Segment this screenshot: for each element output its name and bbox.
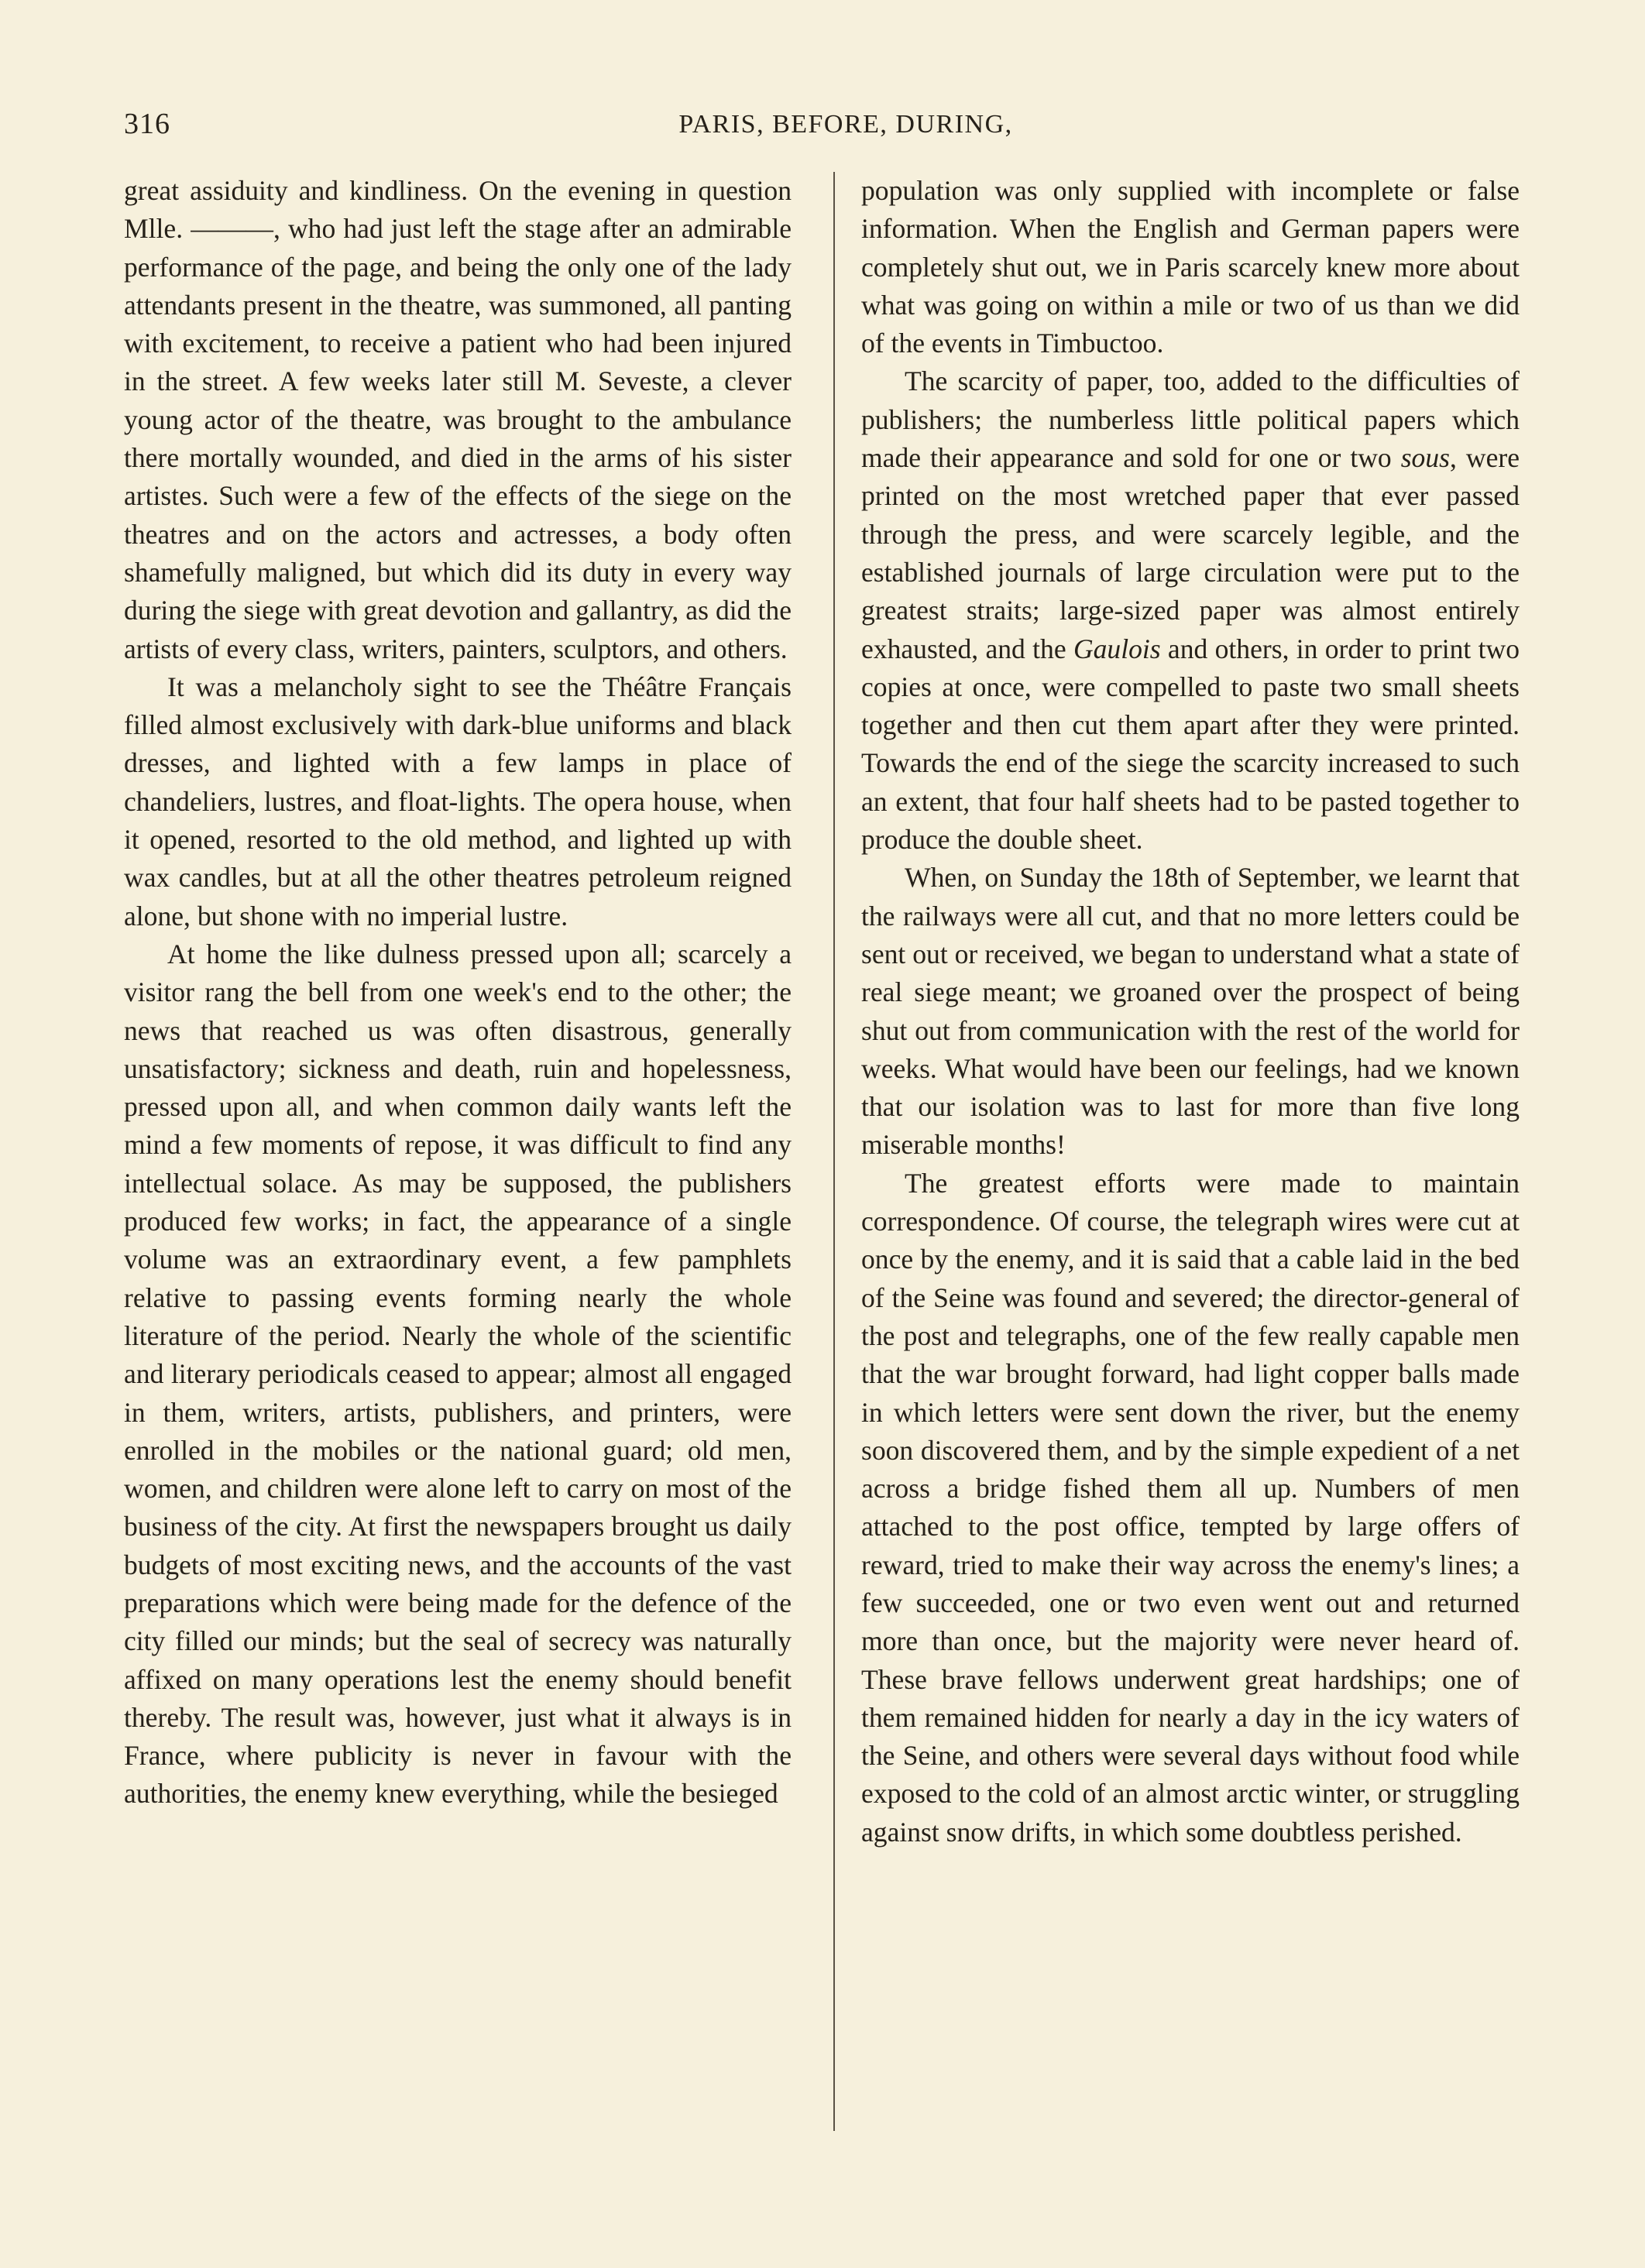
paragraph-text: The scarcity of paper, too, added to the difficulties of publishers; the numberless little political papers which made their appearance and sold for one or two — [861, 365, 1520, 474]
running-title: PARIS, BEFORE, DURING, — [678, 110, 1013, 139]
left-column — [124, 172, 792, 1813]
paragraph: population was only supplied with incomplete or false information. When the English and German papers were completely shut out, we in Paris scarcely knew more about what was going on within a mile or two of us than we did of the events in Timbuctoo. — [861, 175, 1520, 359]
paragraph — [861, 362, 1520, 859]
paragraph-text: and others, in order to print two copies at once, were compelled to paste two small sheets together and then cut them apart after they were printed. Towards the end of the siege the scarcity increased to such an extent, that four half sheets had to be pasted together to produce the double sheet. — [861, 633, 1520, 856]
italic-text-gaulois: Gaulois — [1073, 633, 1161, 664]
right-column — [861, 172, 1520, 1851]
paragraph-text: , were printed on the most wretched paper that ever passed through the press, and were scarcely legible, and the established journals of large circulation were put to the greatest straits; large-sized paper was almost entirely exhausted, and the — [861, 442, 1520, 664]
paragraph: great assiduity and kindliness. On the evening in question Mlle. ———, who had just left the stage after an admirable performance of the page, and being the only one of the lady attendants present in the theatre, was summoned, all panting with excitement, to receive a patient who had been injured in the street. A few weeks later still M. Seveste, a clever young actor of the theatre, was brought to the ambulance there mortally wounded, and died in the arms of his sister artistes. Such were a few of the effects of the siege on the theatres and on the actors and actresses, a body often shamefully maligned, but which did its duty in every way during the siege with great devotion and gallantry, as did the artists of every class, writers, painters, sculptors, and others. — [124, 175, 792, 664]
paragraph: When, on Sunday the 18th of September, we learnt that the railways were all cut, and that no more letters could be sent out or received, we began to understand what a state of real siege meant; we groaned over the prospect of being shut out from communication with the rest of the world for weeks. What would have been our feelings, had we known that our isolation was to last for more than five long miserable months! — [861, 862, 1520, 1161]
column-divider — [833, 172, 835, 2131]
paragraph: At home the like dulness pressed upon all; scarcely a visitor rang the bell from one week's end to the other; the news that reached us was often disastrous, generally unsatisfactory; sickness and death, ruin and hopelessness, pressed upon all, and when common daily wants left the mind a few moments of repose, it was difficult to find any intellectual solace. As may be supposed, the publishers produced few works; in fact, the appearance of a single volume was an extraordinary event, a few pamphlets relative to passing events forming nearly the whole literature of the period. Nearly the whole of the scientific and literary periodicals ceased to appear; almost all engaged in them, writers, artists, publishers, and printers, were enrolled in the mobiles or the national guard; old men, women, and children were alone left to carry on most of the business of the city. At first the newspapers brought us daily budgets of most exciting news, and the accounts of the vast preparations which were being made for the defence of the city filled our minds; but the seal of secrecy was naturally affixed on many operations lest the enemy should benefit thereby. The result was, however, just what it always is in France, where publicity is never in favour with the authorities, the enemy knew everything, while the besieged — [124, 938, 792, 1810]
paragraph: The greatest efforts were made to maintain correspondence. Of course, the telegraph wires were cut at once by the enemy, and it is said that a cable laid in the bed of the Seine was found and severed; the director-general of the post and telegraphs, one of the few really capable men that the war brought forward, had light copper balls made in which letters were sent down the river, but the enemy soon discovered them, and by the simple expedient of a net across a bridge fished them all up. Numbers of men attached to the post office, tempted by large offers of reward, tried to make their way across the enemy's lines; a few succeeded, one or two even went out and returned more than once, but the majority were never heard of. These brave fellows underwent great hardships; one of them remained hidden for nearly a day in the icy waters of the Seine, and others were several days without food while exposed to the cold of an almost arctic winter, or struggling against snow drifts, in which some doubtless perished. — [861, 1167, 1520, 1848]
paragraph: It was a melancholy sight to see the Théâtre Français filled almost exclusively with dark-blue uniforms and black dresses, and lighted with a few lamps in place of chandeliers, lustres, and float-lights. The opera house, when it opened, resorted to the old method, and lighted up with wax candles, but at all the other theatres petroleum reigned alone, but shone with no imperial lustre. — [124, 671, 792, 932]
page-number: 316 — [124, 108, 170, 140]
italic-text-sous: sous — [1400, 442, 1450, 474]
